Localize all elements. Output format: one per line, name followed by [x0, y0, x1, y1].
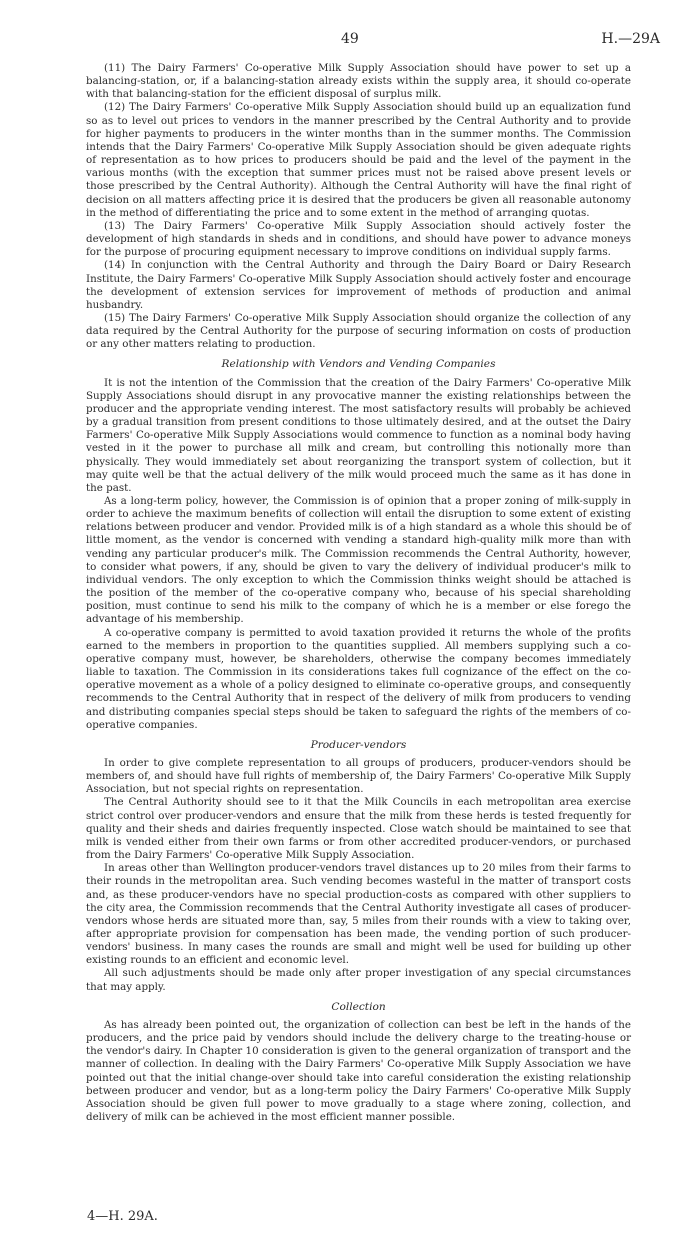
paragraph: (12) The Dairy Farmers' Co-operative Milk Supply Association should build up an equalization fund so as to level out prices to vendors in the manner prescribed by the Central Authority and to provide for higher payments to producers in the winter months than in the summer months. The Commission intends that the Dairy Farmers' Co-operative Milk Supply Association should be given adequate rights of representation as to how prices to producers should be paid and the level of the payment in the various months (with the exception that summer prices must not be raised above present levels or those prescribed by the Central Authority). Although the Central Authority will have the final right of decision on all matters affecting price it is desired that the producers be given all reasonable autonomy in the method of differentiating the price and to some extent in the method of arranging quotas. [86, 101, 631, 219]
paragraph: A co-operative company is permitted to avoid taxation provided it returns the whole of the profits earned to the members in proportion to the quantities supplied. All members supplying such a co-operative company must, however, be shareholders, otherwise the company becomes immediately liable to taxation. The Commission in its considerations takes full cognizance of the effect on the co-operative movement as a whole of a policy designed to eliminate co-operative groups, and consequently recommends to the Central Authority that in respect of the delivery of milk from producers to vending and distributing companies special steps should be taken to safeguard the rights of the members of co-operative companies. [86, 626, 631, 731]
page-number: 49 [341, 31, 359, 47]
paragraph: As has already been pointed out, the organization of collection can best be left in the hands of the producers, and the price paid by vendors should include the delivery charge to the treating-house or the vendor's dairy. In Chapter 10 consideration is given to the general organization of transport and the manner of collection. In dealing with the Dairy Farmers' Co-operative Milk Supply Association we have pointed out that the initial change-over should take into careful consideration the existing relationship between producer and vendor, but as a long-term policy the Dairy Farmers' Co-operative Milk Supply Association should be given full power to move gradually to a stage where zoning, collection, and delivery of milk can be achieved in the most efficient manner possible. [86, 1018, 631, 1124]
paragraph: In areas other than Wellington producer-vendors travel distances up to 20 miles from their farms to their rounds in the metropolitan area. Such vending becomes wasteful in the matter of transport costs and, as these producer-vendors have no special production-costs as compared with other suppliers to the city area, the Commission recommends that the Central Authority investigate all cases of producer-vendors whose herds are situated more than, say, 5 miles from their rounds with a view to taking over, after appropriate provision for compensation has been made, the vending portion of such producer-vendors' business. In many cases the rounds are small and might well be used for building up other existing rounds to an efficient and economic level. [86, 862, 631, 967]
document-reference: H.—29A [601, 31, 660, 47]
paragraph: (13) The Dairy Farmers' Co-operative Milk Supply Association should actively foster the development of high standards in sheds and in conditions, and should have power to advance moneys for the purpose of procuring equipment necessary to improve conditions on individual supply farms. [86, 219, 631, 259]
paragraph: (15) The Dairy Farmers' Co-operative Milk Supply Association should organize the collection of any data required by the Central Authority for the purpose of securing information on costs of production or any other matters relating to production. [86, 311, 631, 351]
paragraph: As a long-term policy, however, the Commission is of opinion that a proper zoning of milk-supply in order to achieve the maximum benefits of collection will entail the disruption to some extent of existing relations between producer and vendor. Provided milk is of a high standard as a whole this should be of little moment, as the vendor is concerned with vending a standard high-quality milk more than with vending any particular producer's milk. The Commission recommends the Central Authority, however, to consider what powers, if any, should be given to vary the delivery of individual producer's milk to individual vendors. The only exception to which the Commission thinks weight should be attached is the position of the member of the co-operative company who, because of his special shareholding position, must continue to send his milk to the company of which he is a member or else forego the advantage of his membership. [86, 495, 631, 626]
paragraph: All such adjustments should be made only after proper investigation of any special circumstances that may apply. [86, 967, 631, 993]
body-text [86, 62, 631, 1124]
paragraph: It is not the intention of the Commission that the creation of the Dairy Farmers' Co-operative Milk Supply Associations should disrupt in any provocative manner the existing relationships between the producer and the appropriate vending interest. The most satisfactory results will probably be achieved by a gradual transition from present conditions to those ultimately desired, and at the outset the Dairy Farmers' Co-operative Milk Supply Associations would commence to function as a nominal body having vested in it the power to purchase all milk and cream, but controlling this notionally more than physically. They would immediately set about reorganizing the transport system of collection, but it may quite well be that the actual delivery of the milk would proceed much the same as it has done in the past. [86, 376, 631, 494]
paragraph: In order to give complete representation to all groups of producers, producer-vendors should be members of, and should have full rights of membership of, the Dairy Farmers' Co-operative Milk Supply Association, but not special rights on representation. [86, 756, 631, 796]
paragraph: (11) The Dairy Farmers' Co-operative Milk Supply Association should have power to set up a balancing-station, or, if a balancing-station already exists within the supply area, it should co-operate with that balancing-station for the efficient disposal of surplus milk. [86, 62, 631, 101]
section-heading: Collection [331, 1000, 386, 1013]
section-heading: Relationship with Vendors and Vending Companies [221, 358, 496, 371]
printer-signature: 4—H. 29A. [87, 1209, 158, 1224]
page-header [0, 31, 700, 51]
section-heading: Producer-vendors [310, 738, 407, 751]
paragraph: The Central Authority should see to it that the Milk Councils in each metropolitan area exercise strict control over producer-vendors and ensure that the milk from these herds is tested frequently for quality and their sheds and dairies frequently inspected. Close watch should be maintained to see that milk is vended either from their own farms or from other accredited producer-vendors, or purchased from the Dairy Farmers' Co-operative Milk Supply Association. [86, 796, 631, 862]
paragraph: (14) In conjunction with the Central Authority and through the Dairy Board or Dairy Research Institute, the Dairy Farmers' Co-operative Milk Supply Association should actively foster and encourage the development of extension services for improvement of methods of production and animal husbandry. [86, 259, 631, 311]
